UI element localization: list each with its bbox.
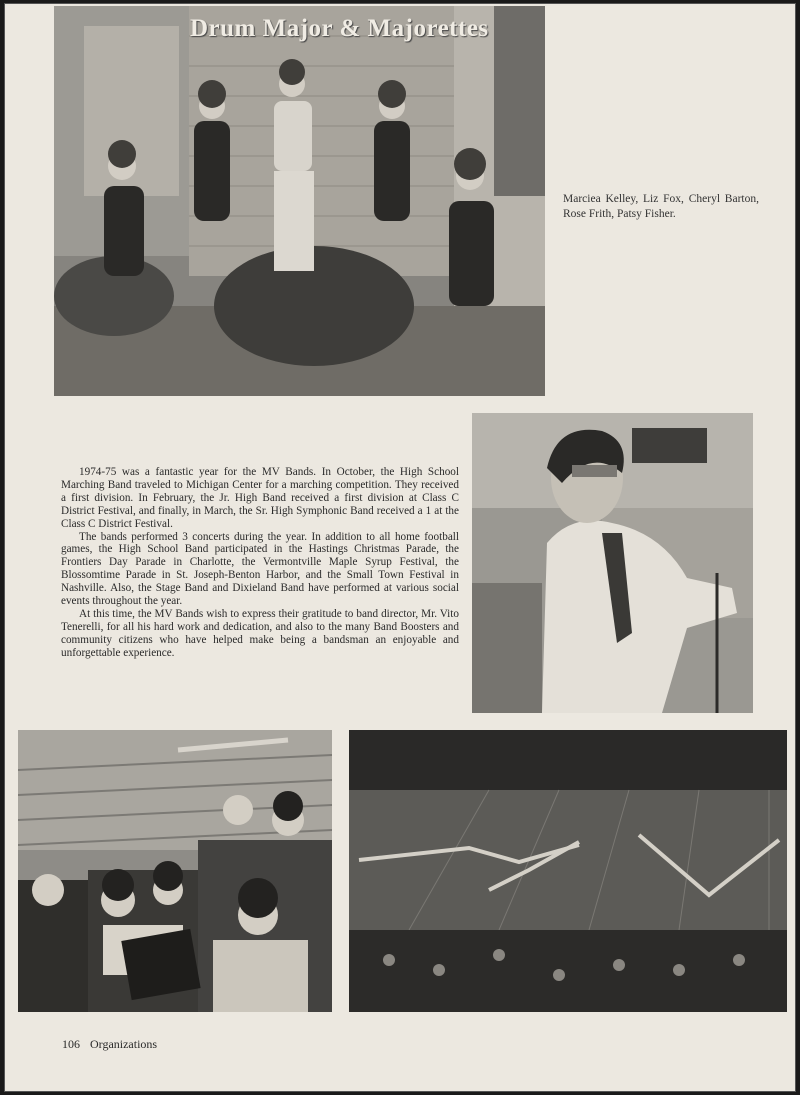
- page-number: 106: [62, 1037, 80, 1051]
- paragraph-3: At this time, the MV Bands wish to express their gratitude to band director, Mr. Vito Tenerelli, for all his hard work and dedication, and also to the many Band Boosters and community citizens who have helped make being a bandsman an enjoyable and unforgettable experience.: [61, 607, 459, 659]
- band-director-photo: [472, 413, 753, 713]
- photo-caption: Marciea Kelley, Liz Fox, Cheryl Barton, Rose Frith, Patsy Fisher.: [563, 193, 759, 220]
- paragraph-2: The bands performed 3 concerts during the year. In addition to all home football games, the High School Band participated in the Hastings Christmas Parade, the Frontiers Day Parade in Charlotte, the Vermontville Maple Syrup Festival, the Blossomtime Parade in St. Joseph-Benton Harbor, and the Small Town Festival in Nashville. Also, the Stage Band and Dixieland Band have performed at various social events throughout the year.: [61, 530, 459, 608]
- article-text: [61, 466, 459, 660]
- photo-title: Drum Major & Majorettes: [190, 15, 489, 42]
- marching-band-photo: [349, 730, 787, 1012]
- yearbook-page: [4, 3, 796, 1092]
- concert-band-photo: [18, 730, 332, 1012]
- section-name: Organizations: [90, 1037, 158, 1051]
- majorettes-photo: [54, 6, 545, 396]
- page-footer: [62, 1037, 167, 1052]
- paragraph-1: 1974-75 was a fantastic year for the MV Bands. In October, the High School Marching Band traveled to Michigan Center for a marching competition. They received a first division. In February, the Jr. High Band received a first division at Class C District Festival, and finally, in March, the Sr. High Symphonic Band received a 1 at the Class C District Festival.: [61, 466, 459, 530]
